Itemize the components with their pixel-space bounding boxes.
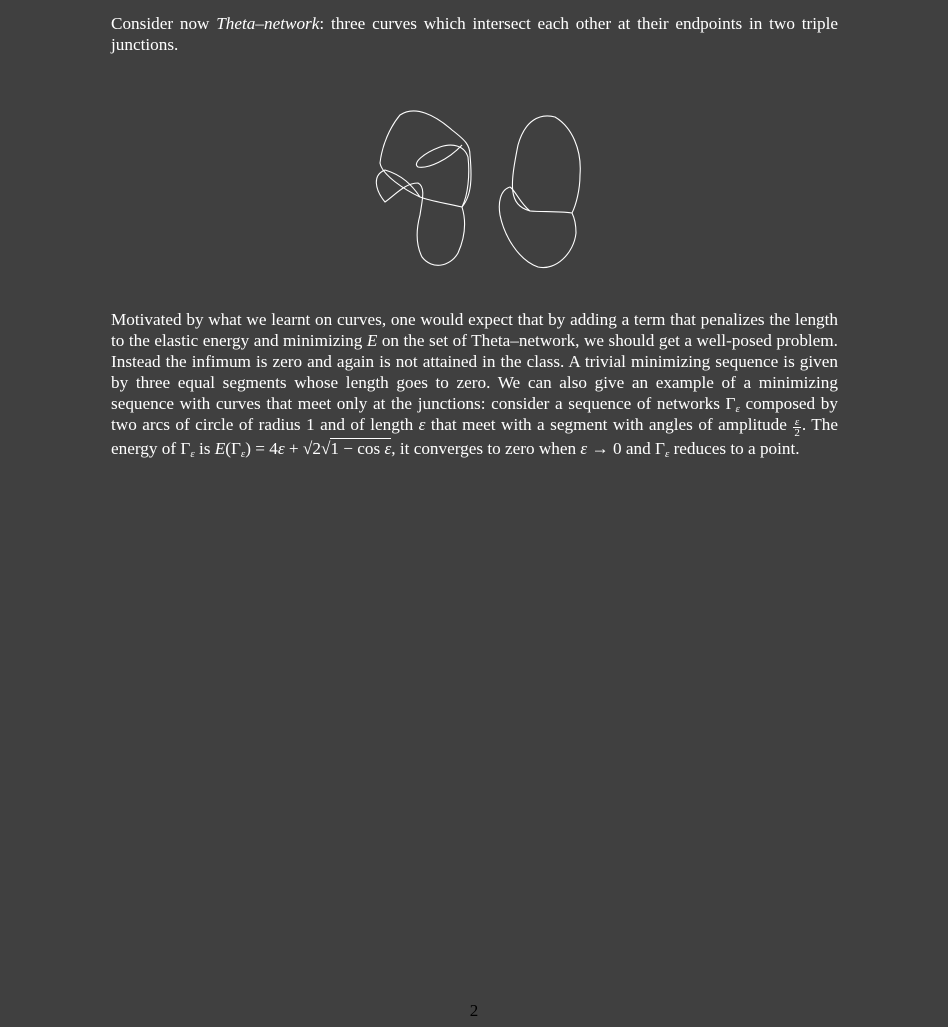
math-subscript: ε: [735, 403, 740, 415]
math-subscript: ε: [240, 448, 246, 460]
left-network-outer-curve: [380, 111, 471, 207]
theta-network-figure: [360, 105, 600, 275]
text-segment: composed by two arcs of circle of radius 1 and of length: [111, 394, 838, 434]
math-expression: ) = 4: [245, 439, 278, 458]
text-segment: and: [621, 439, 655, 458]
math-subscript: ε: [190, 448, 195, 460]
paragraph-theta-network: [111, 13, 838, 55]
right-network-middle-arc: [530, 211, 572, 213]
math-symbol: ε: [384, 439, 392, 458]
math-expression: 1 − cos: [330, 439, 385, 458]
fraction-denominator: 2: [794, 427, 800, 439]
math-expression: + √2√: [284, 439, 331, 458]
text-segment: is: [194, 439, 215, 458]
paragraph-minimizing-sequence: [111, 309, 838, 459]
right-network-outer-curve: [512, 116, 580, 213]
emphasized-term: Theta–network: [216, 14, 320, 33]
text-segment: reduces to a point.: [669, 439, 800, 458]
math-symbol: E: [366, 331, 378, 350]
math-symbol: Γ: [725, 394, 736, 413]
text-segment: , it converges to zero when: [391, 439, 581, 458]
text-segment: on the set of Theta–network, we should get a well-posed problem. Instead the infimum is zero and again is not attained in the class. A trivial minimizing sequence is given by three equal segments whose length goes to zero. We can also give an example of a minimizing sequence with curves that meet only at the junctions: consider a sequence of networks: [111, 331, 838, 413]
text-segment: Consider now: [111, 14, 217, 33]
right-network-lower-curve: [499, 187, 576, 268]
math-expression: → 0: [587, 439, 622, 458]
math-symbol: ε: [277, 439, 285, 458]
math-symbol: ε: [418, 415, 426, 434]
square-root-body: [330, 438, 391, 458]
math-fraction: [793, 417, 801, 438]
text-segment: Motivated by what we learnt on curves, one would expect that by adding a term that penalizes the length to the elastic energy and minimizing: [111, 310, 838, 350]
text-segment: . The energy of: [111, 415, 838, 458]
math-symbol: Γ: [655, 439, 665, 458]
left-network-upper-loop: [416, 145, 468, 207]
math-subscript: ε: [664, 448, 670, 460]
math-expression: (Γ: [225, 439, 241, 458]
text-segment: : three curves which intersect each other at their endpoints in two triple junctions.: [111, 14, 838, 54]
text-segment: that meet with a segment with angles of amplitude: [425, 415, 793, 434]
math-symbol: ε: [580, 439, 588, 458]
page-number: 2: [469, 1001, 479, 1020]
fraction-numerator: ε: [794, 416, 800, 428]
math-symbol: Γ: [180, 439, 191, 458]
math-symbol: E: [214, 439, 226, 458]
left-network-inner-loop: [376, 170, 464, 265]
